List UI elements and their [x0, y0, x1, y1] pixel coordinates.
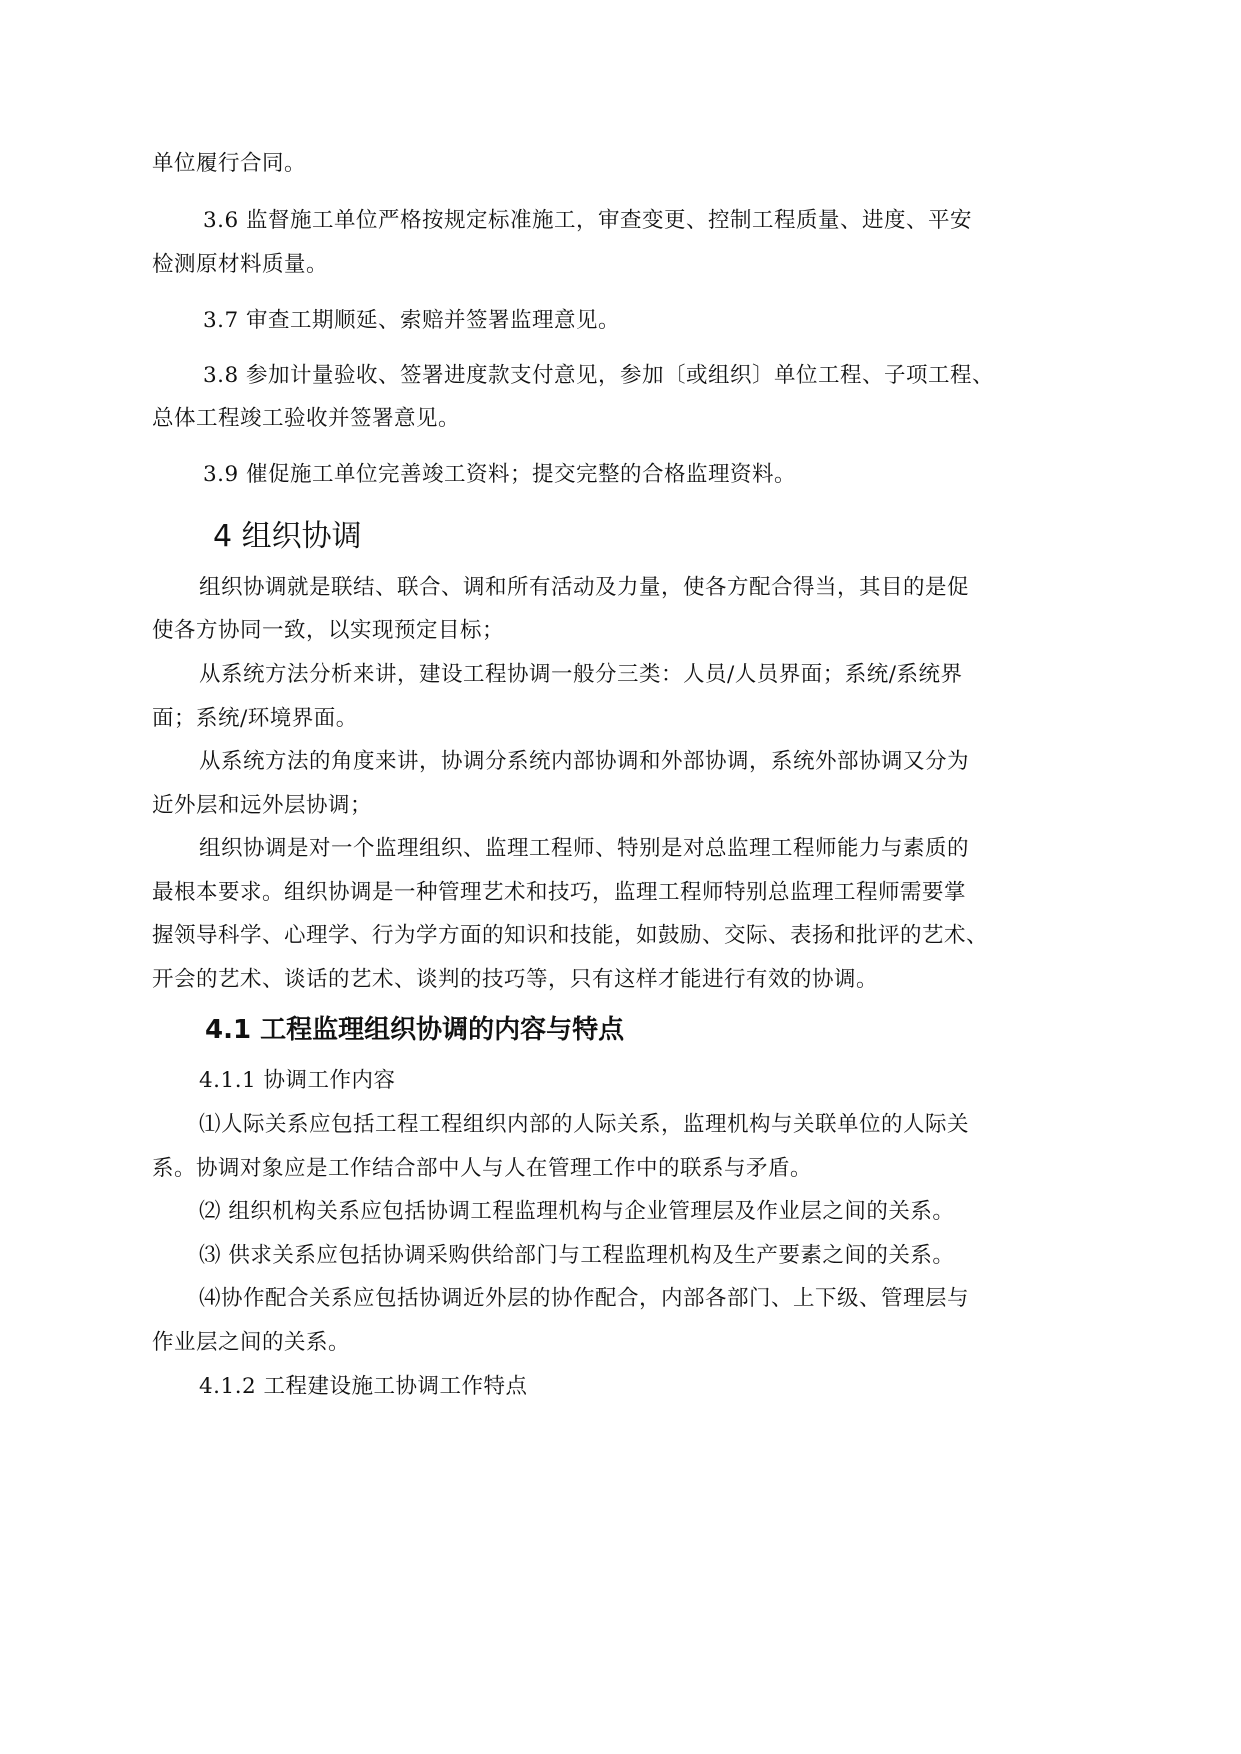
text-line: 总体工程竣工验收并签署意见。	[152, 406, 461, 431]
subsection-heading: 4.1 工程监理组织协调的内容与特点	[205, 1015, 625, 1045]
text-line: 面；系统/环境界面。	[152, 706, 358, 731]
text-line: ⑷协作配合关系应包括协调近外层的协作配合，内部各部门、上下级、管理层与	[199, 1286, 970, 1311]
text-line: 组织协调就是联结、联合、调和所有活动及力量，使各方配合得当，其目的是促	[199, 575, 970, 600]
text-line: 3.6 监督施工单位严格按规定标准施工，审查变更、控制工程质量、进度、平安	[203, 208, 973, 233]
text-line: 单位履行合同。	[152, 151, 307, 176]
text-line: 3.9 催促施工单位完善竣工资料；提交完整的合格监理资料。	[203, 462, 797, 487]
text-line: 开会的艺术、谈话的艺术、谈判的技巧等，只有这样才能进行有效的协调。	[152, 967, 879, 992]
text-line: ⑶ 供求关系应包括协调采购供给部门与工程监理机构及生产要素之间的关系。	[199, 1243, 955, 1268]
text-line: 检测原材料质量。	[152, 252, 329, 277]
text-line: 从系统方法分析来讲，建设工程协调一般分三类：人员/人员界面；系统/系统界	[199, 662, 963, 687]
text-line: 3.7 审查工期顺延、索赔并签署监理意见。	[203, 308, 621, 333]
text-line: 使各方协同一致，以实现预定目标；	[152, 618, 505, 643]
text-line: 3.8 参加计量验收、签署进度款支付意见，参加〔或组织〕单位工程、子项工程、	[203, 363, 995, 388]
text-line: 最根本要求。组织协调是一种管理艺术和技巧，监理工程师特别总监理工程师需要掌	[152, 880, 967, 905]
text-line: 4.1.1 协调工作内容	[199, 1068, 396, 1093]
text-line: ⑴人际关系应包括工程工程组织内部的人际关系，监理机构与关联单位的人际关	[199, 1112, 970, 1137]
text-line: ⑵ 组织机构关系应包括协调工程监理机构与企业管理层及作业层之间的关系。	[199, 1199, 955, 1224]
text-line: 作业层之间的关系。	[152, 1330, 351, 1355]
text-line: 近外层和远外层协调；	[152, 793, 373, 818]
text-line: 从系统方法的角度来讲，协调分系统内部协调和外部协调，系统外部协调又分为	[199, 749, 970, 774]
section-heading: 4 组织协调	[213, 519, 362, 554]
text-line: 4.1.2 工程建设施工协调工作特点	[199, 1374, 528, 1399]
text-line: 组织协调是对一个监理组织、监理工程师、特别是对总监理工程师能力与素质的	[199, 836, 970, 861]
text-line: 握领导科学、心理学、行为学方面的知识和技能，如鼓励、交际、表扬和批评的艺术、	[152, 923, 989, 948]
text-line: 系。协调对象应是工作结合部中人与人在管理工作中的联系与矛盾。	[152, 1156, 813, 1181]
